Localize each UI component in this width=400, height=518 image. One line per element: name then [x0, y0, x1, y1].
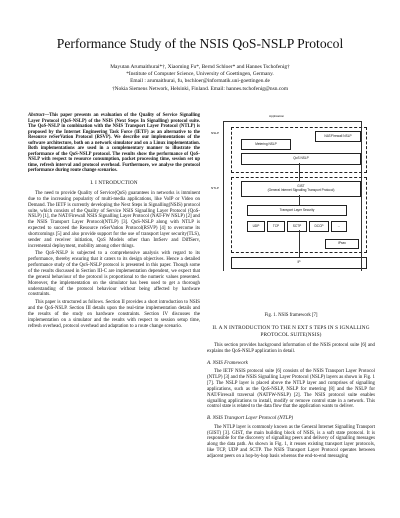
email-1: Email : arumaithurai, fu, bschloer@informatik.uni-goettingen.de: [130, 78, 270, 85]
nsis-framework-figure: [207, 113, 375, 309]
right-column: [207, 113, 375, 462]
tls-box: Transport Layer Security: [247, 205, 347, 216]
ipsec-box: IPsec: [325, 239, 359, 249]
nsis-intro-paragraph: This section provides background information of the NSIS protocol suite [6] and explains the QoS-NSLP application in detail.: [207, 343, 375, 354]
natfw-nslp-box: NAT/Firewall NSLP: [315, 131, 361, 142]
affiliation-2: †Nokia Siemens Network, Helsinki, Finland. Email: hannes.tschofenig@nsn.com: [111, 85, 289, 92]
intro-paragraph-2: The QoS-NSLP is subjected to a comprehensive analysis with regard to its performance, thereby ensuring that it caters to its design objectives. Hence a detailed performance study of the QoS-NSLP protocol is presented in this paper. Though some of the results discussed in Section III-C are implementation dependent, we expect that the general behaviour of the protocol is proportional to the numeric values presented. Moreover, the implementation on the simulator has been used to get a thorough understanding of the protocol behaviour without being affected by hardware constraints.: [28, 251, 200, 298]
figure-caption: Fig. 1. NSIS framework [7]: [264, 313, 318, 318]
figure-ntlp-label: NTLP: [211, 186, 219, 190]
abstract-text: —This paper presents an evaluation of the Quality of Service Signalling Layer Protocol (QoS-NSLP) of the NSIS (Next Steps In Signalling) protocol suite. The QoS-NSLP in combination with the NSIS Transport Layer Protocol (NTLP) is proposed by the Internet Engineering Task Force (IETF) as an alternative to the Resource reSerVation Protocol (RSVP). We describe our implementations of the software architecture, both on a network simulator and on a Linux implementation. Both implementations are used in a complementary manner to illustrate the performance of the QoS-NSLP protocol. The results show the performance of QoS-NSLP with respect to resource consumption, packet processing time, session set up time, refresh interval and protocol overhead. Furthermore, we analyse the protocol performance during route change scenarios.: [28, 113, 200, 174]
section-heading-nsis: II. A N INTRODUCTION TO THE N EXT S TEPS IN S IGNALLING PROTOCOL SUITE(NSIS): [212, 325, 370, 338]
figure-gist-tls-connector: [299, 195, 300, 205]
paper-title: Performance Study of the NSIS QoS-NSLP Protocol: [56, 36, 344, 51]
figure-top-rule: [223, 121, 361, 122]
subsection-heading-ntlp: B. NSIS Transport Layer Protocol (NTLP): [207, 415, 294, 422]
author-list: Mayutan Arumaithurai*†, Xiaoming Fu*, Bernd Schloer* and Hannes Tschofenig†: [110, 64, 290, 70]
figure-nslp-label: NSLP: [211, 131, 220, 135]
figure-transport-ip-connector: [299, 230, 300, 257]
left-column: [28, 113, 200, 331]
etc-box: ...: [331, 221, 347, 232]
ntlp-paragraph: The NTLP layer is commonly known as the General Internet Signalling Transport (GIST) [3]. GIST, the main building block of NSIS, is a soft state protocol. It is responsible for the discovery of signalling peers and delivery of signalling messages along the data path. As shown in Fig. 1, it reuses existing transport layer protocols, like TCP, UDP and SCTP. The NSIS Transport Layer Protocol operates between adjacent peers on a hop-by-hop basis whereas the end-to-end messaging: [207, 424, 375, 459]
intro-paragraph-3: This paper is structured as follows. Section II provides a short introduction to NSIS and the QoS-NSLP. Section III details upon the real-time implementation details and the results of the study on hardware constraints. Section IV discusses the implementation on a simulator and the results with respect to session setup time, refresh overhead, protocol overhead and adaptation to a route change scenario.: [28, 300, 200, 329]
tcp-box: TCP: [267, 221, 285, 232]
affiliation-1: *Institute of Computer Science, University of Goettingen, Germany.: [126, 71, 274, 78]
intro-paragraph-1: The need to provide Quality of Service(QoS) guarantees in networks is imminent due to the increasing popularity of multi-media applications, like VoIP or Video on Demand. The IETF is currently developing the Next Steps in Signalling(NSIS) protocol suite, which consists of the Quality of Service NSIS Signalling Layer Protocol (QoS-NSLP) [1], the NAT/Firewall NSIS Signalling Layer Protocol (NAT-FW NSLP) [2] and the NSIS Transport Layer Protocol(NTLP) [3]. QoS-NSLP along with NTLP is expected to succeed the Resource reSerVation Protocol(RSVP) [4] to overcome its shortcomings [5] and also provide support for the use of transport layer security(TLS), sender and receiver initiation, QoS Models other than IntServ and DiffServ, incremental deployment, mobility among other things.: [28, 191, 200, 249]
qos-nslp-box: QoS NSLP: [241, 153, 361, 165]
subsection-heading-framework: A. NSIS Framework: [207, 359, 248, 366]
metering-nslp-box: Metering NSLP: [241, 139, 291, 150]
figure-application-label: Application: [269, 114, 285, 118]
ip-box: IP: [231, 257, 367, 269]
author-block: [0, 64, 400, 93]
framework-paragraph: The IETF NSIS protocol suite [6] consists of the NSIS Transport Layer Protocol (NTLP) [3] and the NSIS Signalling Layer Protocol (NSLP) layers as shown in Fig. 1 [7]. The NSLP layer is placed above the NTLP layer and comprises of signalling applications, such as the QoS-NSLP, NSLP for metering [8] and the NSLP for NAT/Firewall traversal (NATFW-NSLP) [2]. The NSIS protocol suite enables signalling applications to install, modify or remove control state in a network. This control state is related to the data flow that the application wants to deliver.: [207, 369, 375, 410]
section-heading-introduction: I. I NTRODUCTION: [90, 180, 138, 187]
dccp-box: DCCP: [309, 221, 329, 232]
figure-nslp-ntlp-connector: [299, 163, 300, 181]
abstract: [28, 113, 200, 174]
figure-left-rule: [223, 121, 224, 271]
abstract-lead: Abstract: [28, 113, 45, 118]
gist-box: GIST (General Internet Signalling Transport Protocol): [241, 181, 361, 197]
udp-box: UDP: [247, 221, 265, 232]
figure-right-rule: [361, 121, 362, 271]
sctp-box: SCTP: [287, 221, 307, 232]
